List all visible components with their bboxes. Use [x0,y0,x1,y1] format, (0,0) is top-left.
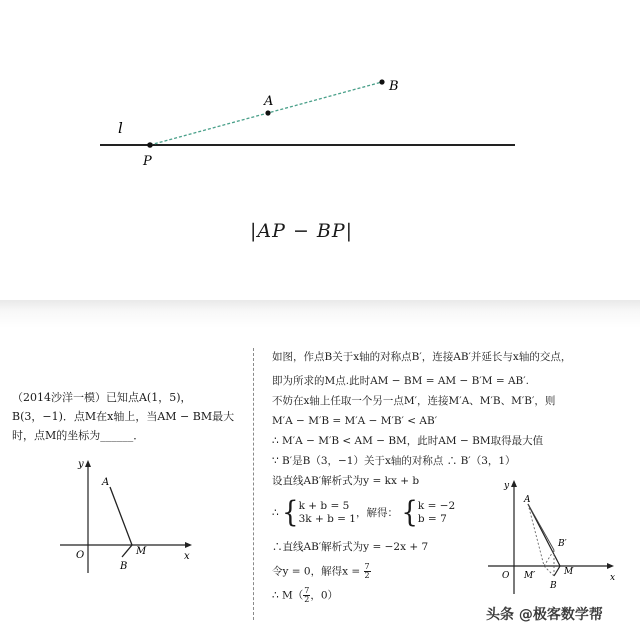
point-b-label: B [389,79,399,94]
let-prefix: 令y = 0，解得x = [272,565,361,578]
solution-m-label: M [564,567,574,577]
point-p-dot [147,142,153,148]
segment-a-bprime [528,504,554,550]
system-eq-1: k + b = 5 [298,500,350,512]
segment-mprime-bprime [544,550,554,566]
fraction-7-over-2: $\frac{7}{2}$ [364,562,370,580]
solution-mprime-label: M′ [524,571,536,581]
solution-y-arrow [511,480,517,487]
system-sol-1: k = −2 [417,500,456,512]
solution-a-label: A [524,495,531,505]
solution-final-answer [272,587,338,604]
solution-y-label: y [504,481,510,491]
formula-ap-minus-bp: |AP − BP| [250,220,354,242]
solution-line-1: 如图，作点B关于x轴的对称点B′，连接AB′并延长与x轴的交点， [272,351,572,363]
point-b-dot [379,79,384,84]
problem-y-label: y [78,459,84,470]
system-solutions [418,500,455,526]
system-equations [299,500,356,526]
point-a-dot [265,110,270,115]
problem-y-arrow [85,460,91,467]
solution-x-label: x [610,573,616,583]
panel-divider [0,300,640,328]
system-mid-text: ，解得： [355,507,398,519]
solution-line-line-eq: ∴直线AB′解析式为y = −2x + 7 [272,541,429,553]
solution-b-label: B [550,581,557,591]
segment-a-mprime [528,504,544,566]
system-brace-left: { [282,496,299,530]
system-brace-right: { [401,496,418,530]
problem-figure [50,455,200,575]
column-separator [253,348,254,620]
solution-x-arrow [607,563,614,569]
final-suffix: ，0） [310,589,339,602]
system-prefix: ∴ [272,507,279,519]
watermark: 头条 @极客数学帮 [486,607,603,623]
solution-figure [480,478,630,598]
system-eq-2: 3k + b = 1 [298,513,356,525]
line-l-label: l [118,119,123,137]
solution-line-2: 即为所求的M点.此时AM − BM = AM − B′M = AB′. [272,375,529,387]
solution-line-7: 设直线AB′解析式为y = kx + b [272,475,420,487]
final-prefix: ∴ M（ [272,589,304,602]
problem-statement: （2014沙洋一模）已知点A(1，5)，B(3，−1)．点M在x轴上，当AM − BM最大时，点M的坐标为______． [12,391,235,442]
problem-o-label: O [76,550,85,561]
line-points-figure [0,0,640,300]
problem-x-arrow [185,542,192,548]
system-sol-2: b = 7 [417,513,447,525]
problem-a-label: A [102,477,110,488]
point-a-label: A [264,94,274,109]
solution-line-5: ∴ M′A − M′B < AM − BM，此时AM − BM取得最大值 [272,435,544,447]
problem-b-label: B [120,561,128,572]
solution-line-3: 不妨在x轴上任取一个另一点M′，连接M′A、M′B、M′B′，则 [272,395,556,407]
solution-a-m-b [528,504,560,576]
solution-bprime-label: B′ [558,539,567,549]
solution-o-label: O [502,571,510,581]
problem-a-m-b-path [110,487,132,557]
solution-let-y-zero [272,563,371,580]
solution-line-4: M′A − M′B = M′A − M′B′ < AB′ [272,415,438,427]
problem-x-label: x [184,551,190,562]
point-p-label: P [143,154,152,169]
solution-system [272,496,456,530]
segment-mprime-b [544,566,554,576]
problem-m-label: M [136,546,147,557]
solution-line-6: ∵ B′是B（3，−1）关于x轴的对称点 ∴ B′（3，1） [272,455,516,467]
top-figure-panel [0,0,640,300]
final-fraction: $\frac{7}{2}$ [304,586,310,604]
